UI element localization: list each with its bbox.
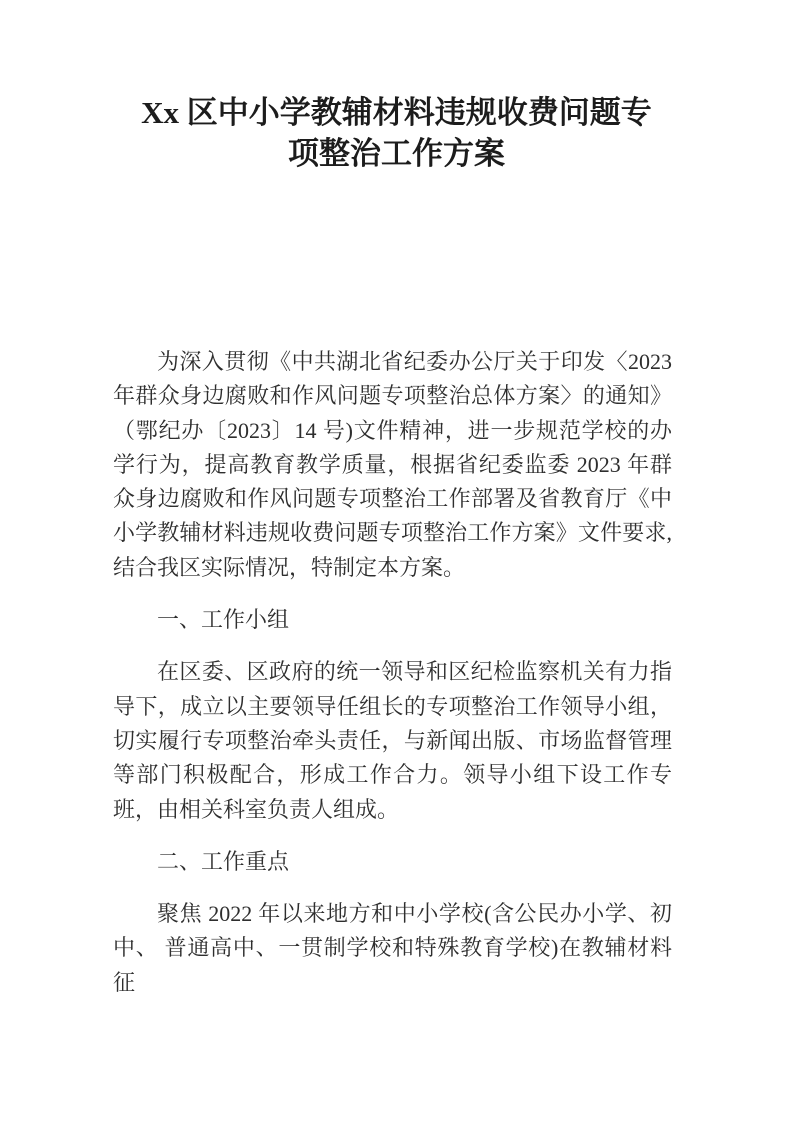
section-heading-work-group: 一、工作小组	[157, 607, 290, 633]
document-title: Xx 区中小学教辅材料违规收费问题专项整治工作方案	[141, 95, 652, 171]
paragraph-work-focus: 聚焦 2022 年以来地方和中小学校(含公民办小学、初中、 普通高中、一贯制学校和特殊教育学校)在教辅材料征	[113, 901, 672, 995]
paragraph-intro: 为深入贯彻《中共湖北省纪委办公厅关于印发〈2023 年群众身边腐败和作风问题专项整治总体方案〉的通知》（鄂纪办〔2023〕14 号)文件精神，进一步规范学校的办学行为，提高教育教学质量，根据省纪委监委 2023 年群众身边腐败和作风问题专项整治工作部署及省教育厅《中小学教辅材料违规收费问题专项整治工作方案》文件要求,结合我区实际情况，特制定本方案。	[113, 349, 672, 580]
paragraph-work-group: 在区委、区政府的统一领导和区纪检监察机关有力指导下，成立以主要领导任组长的专项整治工作领导小组，切实履行专项整治牵头责任，与新闻出版、市场监督管理等部门积极配合，形成工作合力。领导小组下设工作专班，由相关科室负责人组成。	[113, 659, 672, 822]
document-body	[113, 345, 672, 1000]
section-heading-work-focus: 二、工作重点	[157, 848, 290, 874]
